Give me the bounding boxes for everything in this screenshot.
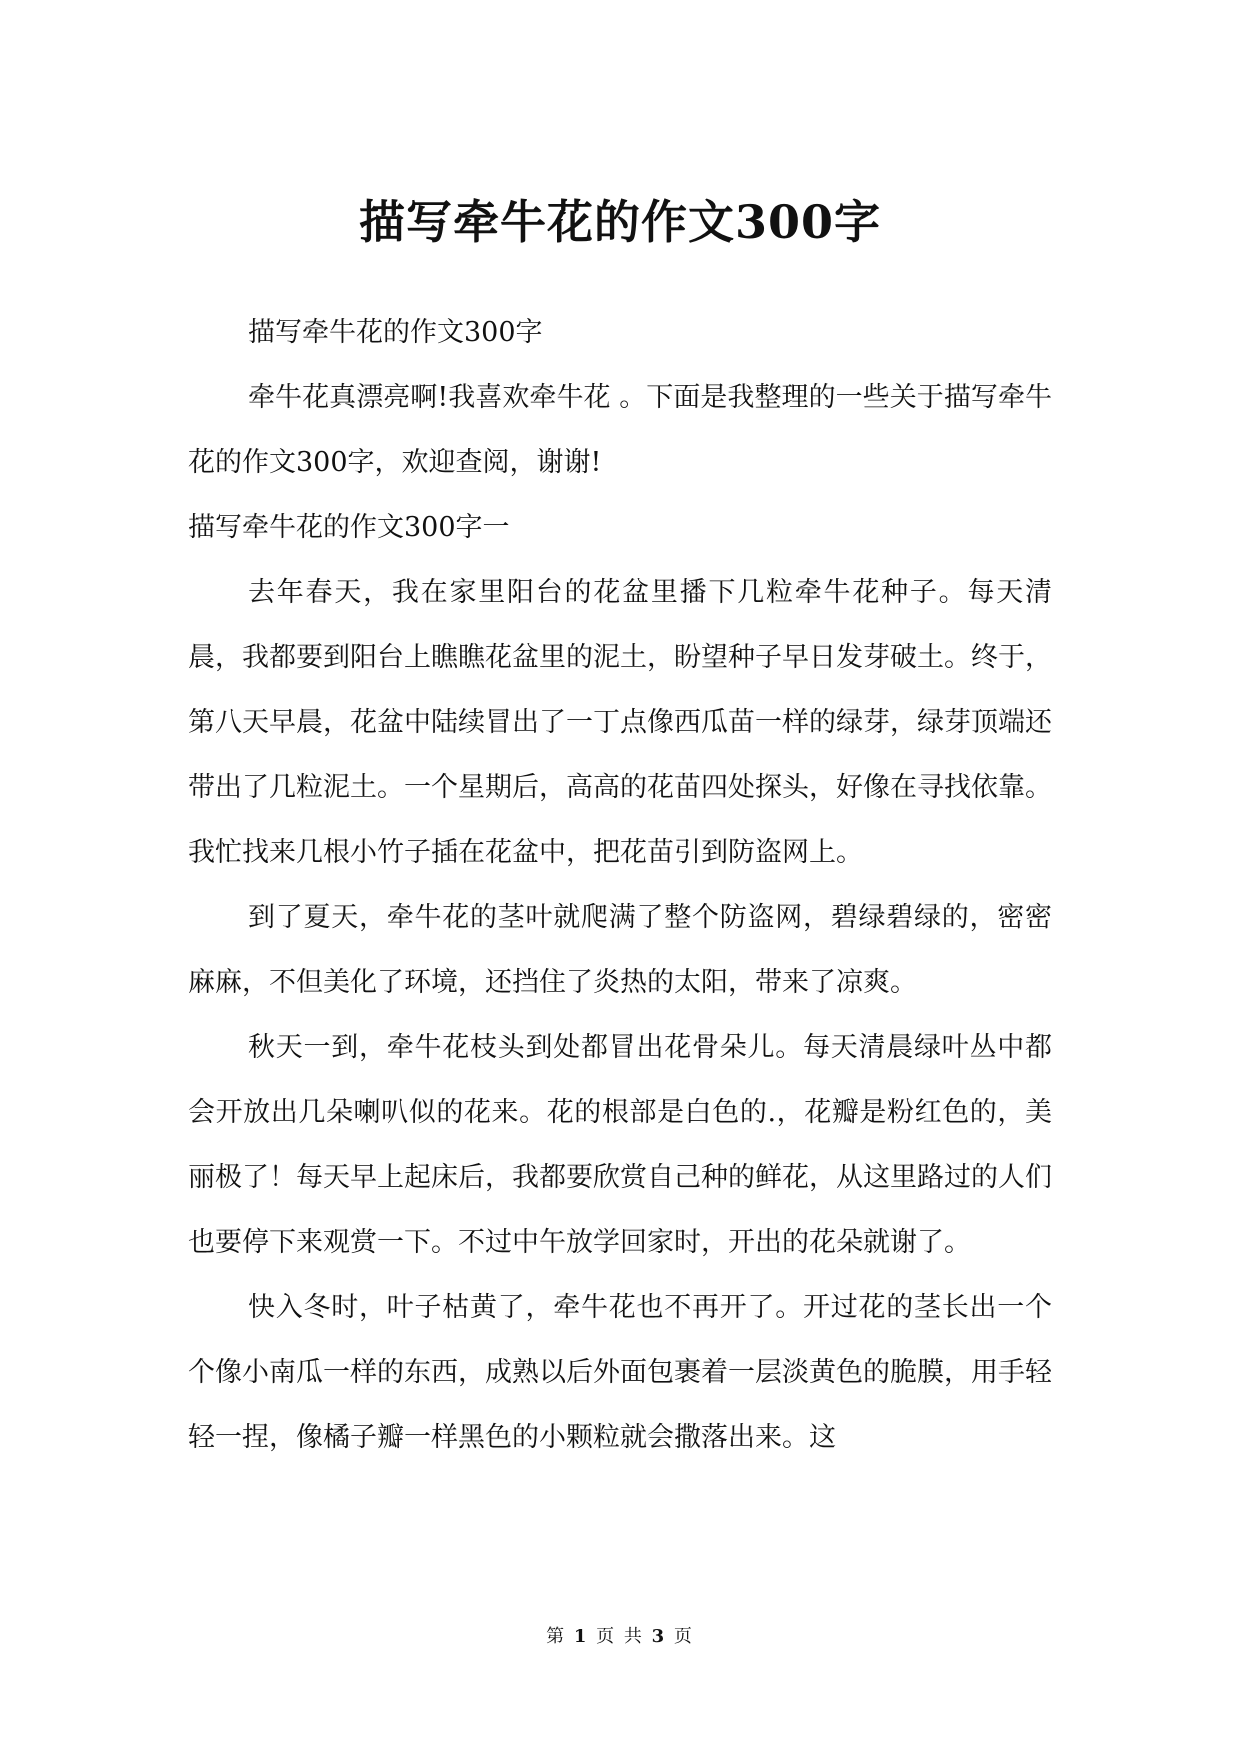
footer-page-number: 1	[573, 1626, 589, 1647]
intro-paragraph: 牵牛花真漂亮啊!我喜欢牵牛花 。下面是我整理的一些关于描写牵牛花的作文300字，欢迎查阅，谢谢!	[188, 382, 1052, 478]
body-paragraph-summer: 到了夏天，牵牛花的茎叶就爬满了整个防盗网，碧绿碧绿的，密密麻麻，不但美化了环境，还挡住了炎热的太阳，带来了凉爽。	[188, 902, 1052, 998]
body-paragraph-winter: 快入冬时，叶子枯黄了，牵牛花也不再开了。开过花的茎长出一个个像小南瓜一样的东西，成熟以后外面包裹着一层淡黄色的脆膜，用手轻轻一捏，像橘子瓣一样黑色的小颗粒就会撒落出来。这	[188, 1292, 1052, 1453]
body-paragraph-spring: 去年春天，我在家里阳台的花盆里播下几粒牵牛花种子。每天清晨，我都要到阳台上瞧瞧花盆里的泥土，盼望种子早日发芽破土。终于，第八天早晨，花盆中陆续冒出了一丁点像西瓜苗一样的绿芽，绿芽顶端还带出了几粒泥土。一个星期后，高高的花苗四处探头，好像在寻找依靠。我忙找来几根小竹子插在花盆中，把花苗引到防盗网上。	[188, 577, 1052, 868]
footer-prefix: 第	[546, 1626, 567, 1647]
body-paragraph-autumn: 秋天一到，牵牛花枝头到处都冒出花骨朵儿。每天清晨绿叶丛中都会开放出几朵喇叭似的花来。花的根部是白色的.，花瓣是粉红色的，美丽极了！每天早上起床后，我都要欣赏自己种的鲜花，从这里路过的人们也要停下来观赏一下。不过中午放学回家时，开出的花朵就谢了。	[188, 1032, 1052, 1258]
document-title: 描写牵牛花的作文300字	[358, 195, 882, 249]
page-footer	[0, 1624, 1240, 1650]
footer-middle: 页 共	[596, 1626, 644, 1647]
document-body	[188, 300, 1052, 1470]
section-heading: 描写牵牛花的作文300字一	[188, 512, 510, 543]
footer-suffix: 页	[673, 1626, 694, 1647]
subtitle-paragraph: 描写牵牛花的作文300字	[248, 317, 543, 348]
footer-total-pages: 3	[651, 1626, 667, 1647]
